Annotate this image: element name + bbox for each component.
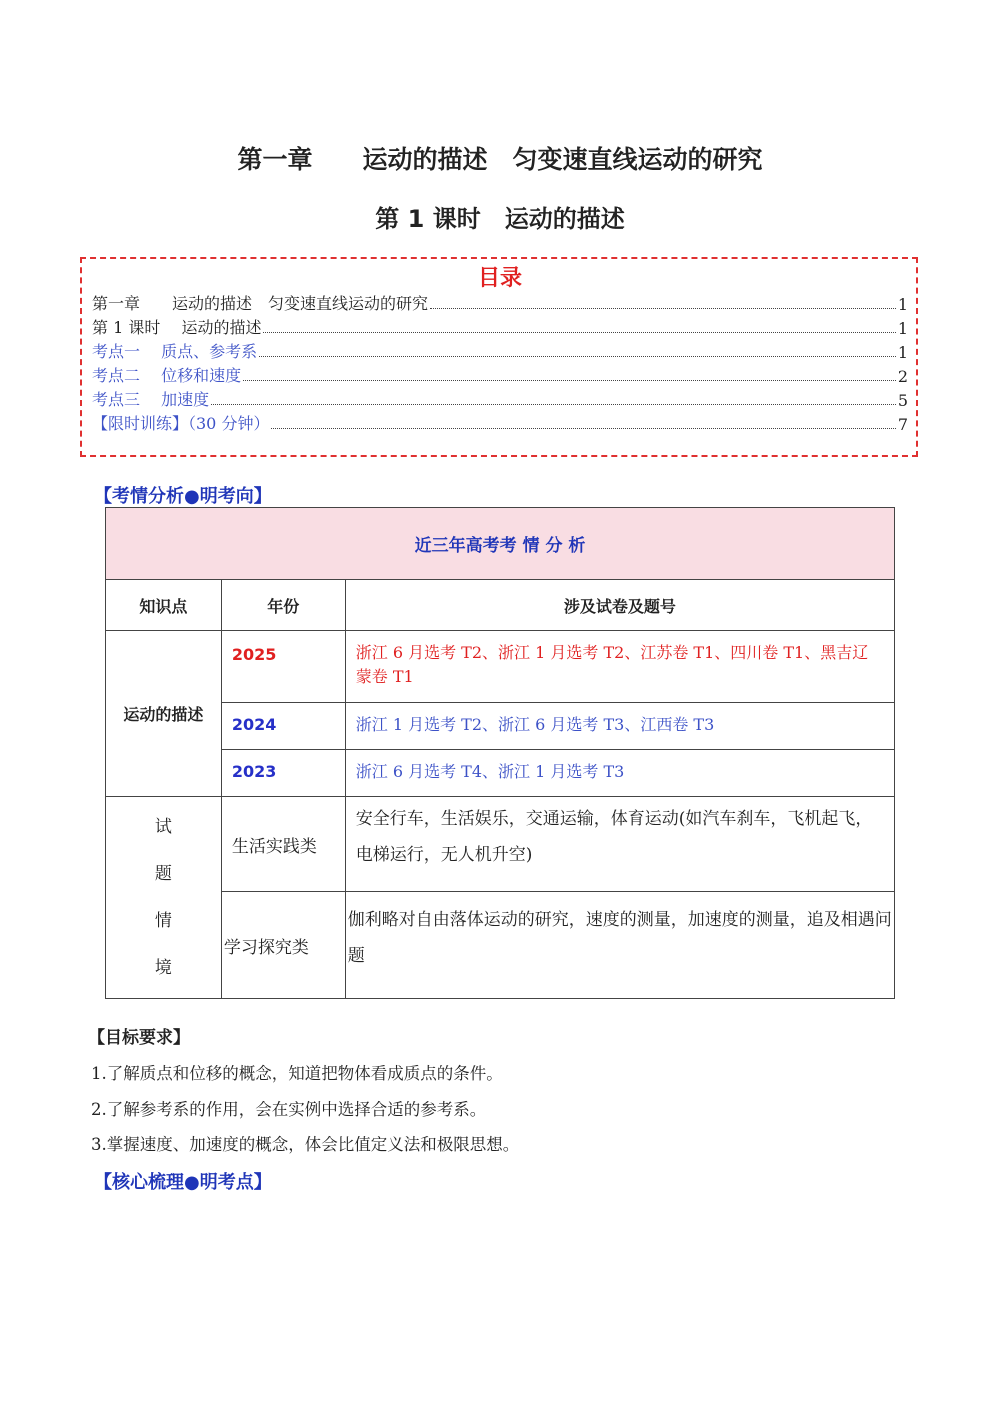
situation-content: 伽利略对自由落体运动的研究，速度的测量，加速度的测量，追及相遇问题 bbox=[345, 892, 894, 999]
goal-item: 2.了解参考系的作用，会在实例中选择合适的参考系。 bbox=[91, 1100, 487, 1119]
toc-entry-label: 考点一 质点、参考系 bbox=[92, 342, 258, 361]
table-title: 近三年高考考 情 分 析 bbox=[106, 508, 895, 580]
goal-item: 3.掌握速度、加速度的概念，体会比值定义法和极限思想。 bbox=[91, 1135, 520, 1154]
toc-entry[interactable] bbox=[92, 340, 908, 362]
analysis-section-heading: 【考情分析●明考向】 bbox=[94, 486, 272, 507]
lesson-title: 第 1 课时 运动的描述 bbox=[375, 205, 625, 233]
chapter-number: 第一章 bbox=[237, 145, 313, 174]
toc-entry[interactable] bbox=[92, 412, 908, 434]
toc-leader-dots bbox=[259, 356, 896, 357]
situation-content: 安全行车，生活娱乐，交通运输，体育运动(如汽车刹车，飞机起飞，电梯运行，无人机升空) bbox=[345, 797, 894, 892]
toc-entry-page: 7 bbox=[897, 415, 908, 434]
toc-entry-page: 1 bbox=[897, 319, 908, 338]
toc-entry-page: 1 bbox=[897, 343, 908, 362]
situation-type: 学习探究类 bbox=[221, 892, 345, 999]
toc-entry-label: 考点三 加速度 bbox=[92, 390, 210, 409]
header-year: 年份 bbox=[221, 580, 345, 631]
year-cell: 2024 bbox=[221, 703, 345, 750]
header-knowledge: 知识点 bbox=[106, 580, 222, 631]
toc-entry-page: 1 bbox=[897, 295, 908, 314]
papers-cell: 浙江 6 月选考 T4、浙江 1 月选考 T3 bbox=[345, 750, 894, 797]
toc-entry-page: 2 bbox=[897, 367, 908, 386]
toc-entry[interactable] bbox=[92, 316, 908, 338]
chapter-name: 运动的描述 匀变速直线运动的研究 bbox=[362, 145, 763, 174]
situation-label-char: 境 bbox=[154, 957, 172, 978]
knowledge-point: 运动的描述 bbox=[106, 631, 222, 797]
situation-label-char: 试 bbox=[154, 816, 172, 837]
toc-entry[interactable] bbox=[92, 364, 908, 386]
situation-label-char: 情 bbox=[154, 910, 172, 931]
situation-type: 生活实践类 bbox=[221, 797, 345, 892]
toc-leader-dots bbox=[243, 380, 896, 381]
year-cell: 2023 bbox=[221, 750, 345, 797]
core-section-heading: 【核心梳理●明考点】 bbox=[94, 1172, 272, 1193]
situation-label bbox=[106, 797, 222, 999]
goal-item: 1.了解质点和位移的概念，知道把物体看成质点的条件。 bbox=[91, 1064, 503, 1083]
toc-leader-dots bbox=[211, 404, 896, 405]
toc-entry[interactable] bbox=[92, 292, 908, 314]
toc-leader-dots bbox=[430, 308, 896, 309]
toc-leader-dots bbox=[263, 332, 895, 333]
toc-entry-label: 第 1 课时 运动的描述 bbox=[92, 318, 262, 337]
papers-cell: 浙江 1 月选考 T2、浙江 6 月选考 T3、江西卷 T3 bbox=[345, 703, 894, 750]
papers-cell: 浙江 6 月选考 T2、浙江 1 月选考 T2、江苏卷 T1、四川卷 T1、黑吉辽蒙卷 T1 bbox=[345, 631, 894, 703]
toc-entry-label: 第一章 运动的描述 匀变速直线运动的研究 bbox=[92, 294, 429, 313]
toc-entry-label: 【限时训练】（30 分钟） bbox=[92, 414, 270, 433]
header-papers: 涉及试卷及题号 bbox=[345, 580, 894, 631]
goals-heading: 【目标要求】 bbox=[88, 1028, 190, 1048]
toc-entry[interactable] bbox=[92, 388, 908, 410]
chapter-title bbox=[0, 140, 1000, 176]
toc-heading: 目录 bbox=[477, 266, 522, 291]
year-cell: 2025 bbox=[221, 631, 345, 703]
toc-leader-dots bbox=[271, 428, 895, 429]
toc-entry-label: 考点二 位移和速度 bbox=[92, 366, 242, 385]
situation-label-char: 题 bbox=[154, 863, 172, 884]
exam-analysis-table bbox=[105, 507, 895, 999]
toc-entry-page: 5 bbox=[897, 391, 908, 410]
